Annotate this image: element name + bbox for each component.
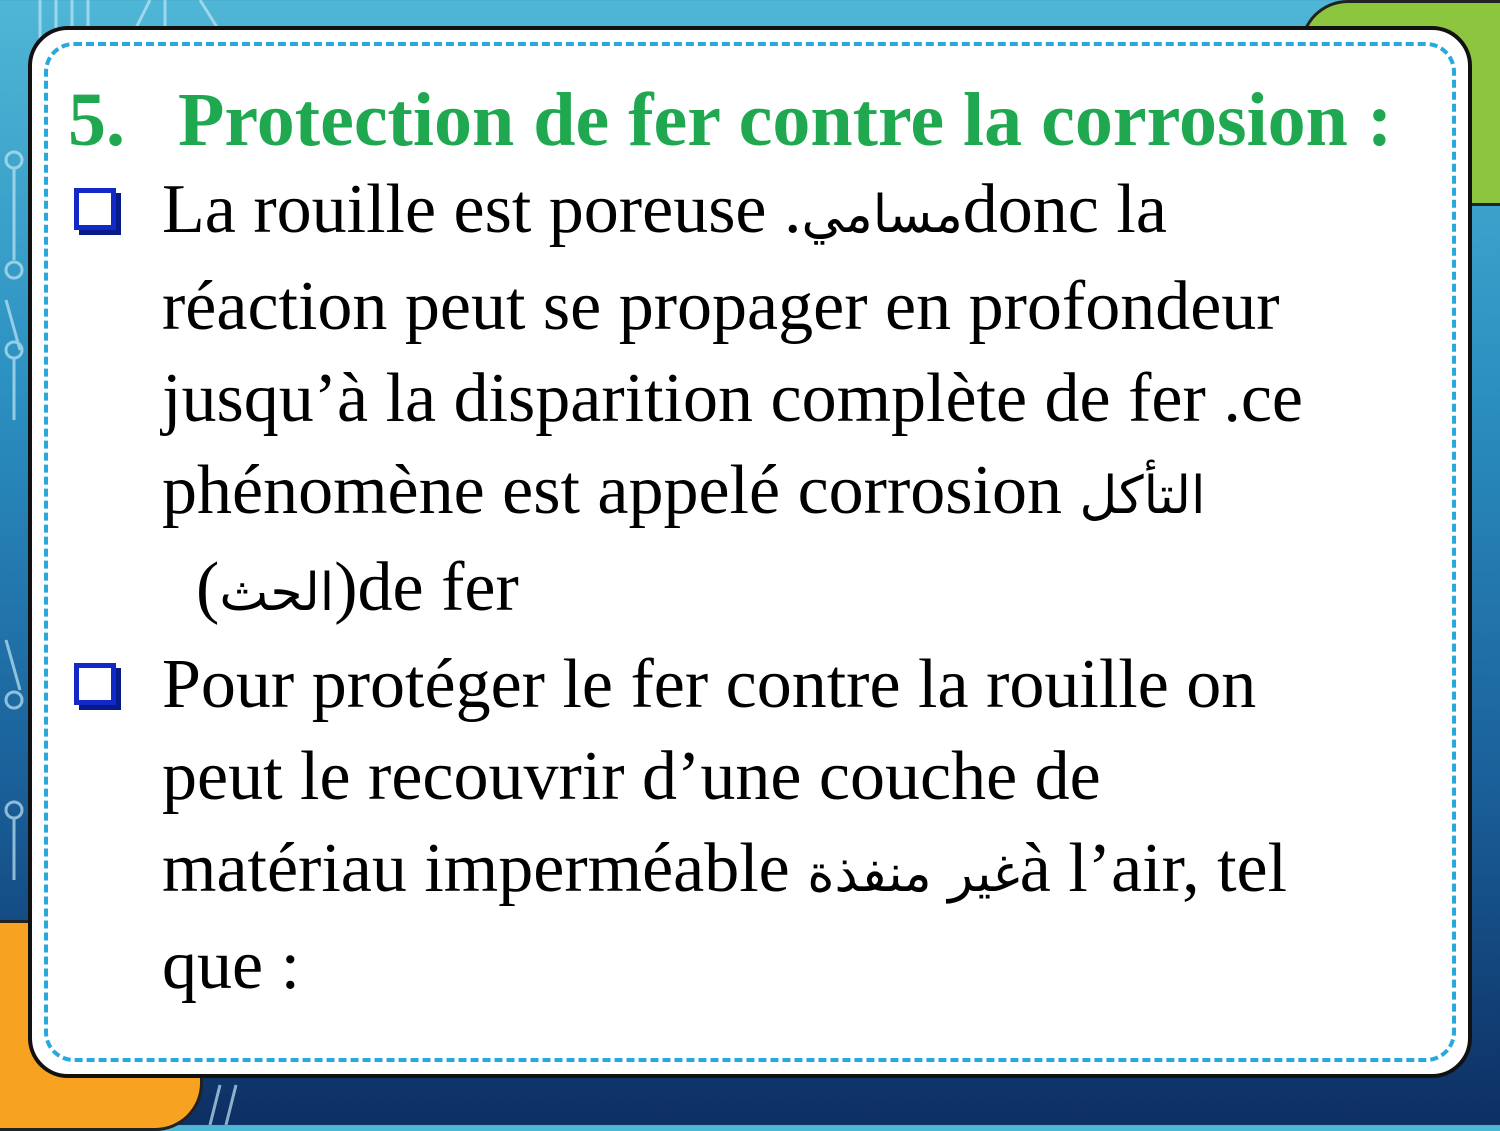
bullet-line: (الحث)de fer: [196, 549, 519, 626]
bullet-line: réaction peut se propager en profondeur: [162, 268, 1280, 345]
bullet-line: jusqu’à la disparition complète de fer .ce: [162, 360, 1303, 437]
bullet-rouille-poreuse: [68, 164, 1448, 639]
bullet-line: La rouille est poreuse .مساميdonc la: [162, 171, 1167, 248]
bullet-line: matériau imperméable غير منفذةà l’air, tel: [162, 830, 1288, 907]
content-card: [28, 26, 1472, 1078]
bullet-line: que :: [162, 927, 301, 1004]
bullet-line: phénomène est appelé corrosion التأكل: [162, 452, 1206, 529]
slide-title: [68, 76, 1448, 164]
bullet-protection: [68, 639, 1448, 1012]
title-number: 5.: [68, 78, 125, 162]
title-text: Protection de fer contre la corrosion :: [178, 78, 1393, 162]
bullet-line: peut le recouvrir d’une couche de: [162, 738, 1101, 815]
slide-content: [68, 76, 1448, 1012]
checkbox-bullet-icon: [74, 663, 116, 705]
checkbox-bullet-icon: [74, 188, 116, 230]
arabic-term: التأكل: [1079, 466, 1206, 526]
arabic-term: الحث: [219, 563, 335, 623]
bullet-line: Pour protéger le fer contre la rouille on: [162, 646, 1257, 723]
arabic-term: غير منفذة: [807, 844, 1020, 904]
arabic-term: مسامي: [801, 185, 963, 245]
